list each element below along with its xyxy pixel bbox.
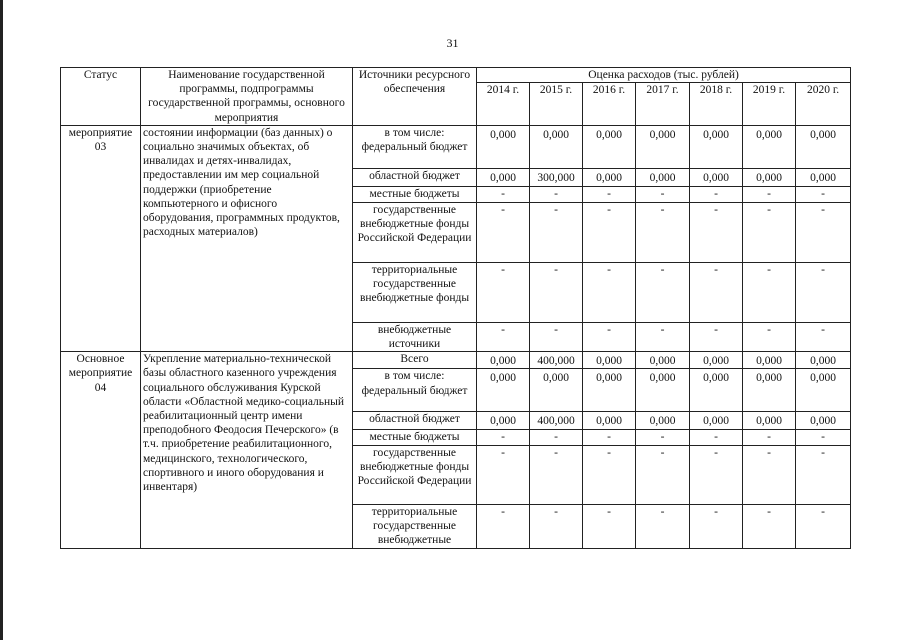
- value-cell: -: [796, 429, 851, 445]
- value-cell: -: [690, 429, 743, 445]
- value-cell: -: [796, 186, 851, 202]
- source-cell: Всего: [353, 352, 477, 369]
- budget-table: [60, 67, 851, 549]
- page-number: 31: [446, 36, 459, 50]
- year-header: 2020 г.: [796, 83, 851, 125]
- value-cell: 0,000: [796, 168, 851, 186]
- value-cell: -: [743, 262, 796, 322]
- value-cell: -: [583, 262, 636, 322]
- year-header: 2018 г.: [690, 83, 743, 125]
- header-row: [61, 68, 851, 83]
- value-cell: 0,000: [636, 412, 690, 429]
- value-cell: -: [690, 322, 743, 351]
- source-cell: областной бюджет: [353, 168, 477, 186]
- table-row: [61, 125, 851, 168]
- value-cell: -: [743, 186, 796, 202]
- value-cell: -: [530, 429, 583, 445]
- value-cell: -: [690, 445, 743, 504]
- scan-edge: [0, 0, 3, 640]
- value-cell: -: [583, 445, 636, 504]
- value-cell: 0,000: [796, 412, 851, 429]
- value-cell: 0,000: [743, 412, 796, 429]
- value-cell: -: [530, 186, 583, 202]
- value-cell: -: [583, 504, 636, 548]
- value-cell: 0,000: [477, 168, 530, 186]
- value-cell: -: [796, 322, 851, 351]
- source-cell: территориальные государственные внебюджетные: [353, 504, 477, 548]
- source-cell: государственные внебюджетные фонды Российской Федерации: [353, 445, 477, 504]
- value-cell: -: [796, 504, 851, 548]
- value-cell: 0,000: [636, 168, 690, 186]
- status-cell: Основное мероприятие 04: [61, 352, 141, 548]
- value-cell: -: [477, 202, 530, 262]
- year-header: 2016 г.: [583, 83, 636, 125]
- value-cell: 0,000: [796, 352, 851, 369]
- value-cell: 0,000: [477, 352, 530, 369]
- value-cell: -: [743, 445, 796, 504]
- table-body: [61, 68, 851, 549]
- value-cell: -: [743, 322, 796, 351]
- value-cell: -: [530, 445, 583, 504]
- value-cell: -: [583, 429, 636, 445]
- value-cell: -: [636, 429, 690, 445]
- year-header: 2019 г.: [743, 83, 796, 125]
- value-cell: -: [477, 504, 530, 548]
- source-cell: местные бюджеты: [353, 429, 477, 445]
- value-cell: 400,000: [530, 412, 583, 429]
- table-row: [61, 352, 851, 369]
- value-cell: 0,000: [530, 125, 583, 168]
- status-cell: мероприятие 03: [61, 125, 141, 351]
- source-cell: в том числе: федеральный бюджет: [353, 125, 477, 168]
- value-cell: -: [636, 186, 690, 202]
- header-name: Наименование государственной программы, подпрограммы государственной программы, основного мероприятия: [141, 68, 353, 126]
- value-cell: 0,000: [690, 369, 743, 412]
- value-cell: -: [530, 262, 583, 322]
- value-cell: -: [477, 262, 530, 322]
- value-cell: 0,000: [796, 125, 851, 168]
- year-header: 2014 г.: [477, 83, 530, 125]
- source-cell: государственные внебюджетные фонды Российской Федерации: [353, 202, 477, 262]
- header-estimate: Оценка расходов (тыс. рублей): [477, 68, 851, 83]
- value-cell: 0,000: [583, 125, 636, 168]
- value-cell: 0,000: [690, 352, 743, 369]
- value-cell: -: [743, 202, 796, 262]
- value-cell: -: [530, 322, 583, 351]
- value-cell: 0,000: [583, 369, 636, 412]
- value-cell: 0,000: [796, 369, 851, 412]
- value-cell: -: [690, 504, 743, 548]
- value-cell: 0,000: [477, 412, 530, 429]
- name-cell: Укрепление материально-технической базы областного казенного учреждения социального обслуживания Курской области «Областной медико-социальный реабилитационный центр имени преподобного Феодосия Печерского» (в т.ч. приобретение реабилитационного, медицинского, технологического, спортивного и иного оборудования и инвентаря): [141, 352, 353, 548]
- value-cell: -: [636, 262, 690, 322]
- value-cell: 300,000: [530, 168, 583, 186]
- value-cell: 0,000: [743, 168, 796, 186]
- value-cell: 0,000: [690, 125, 743, 168]
- value-cell: -: [796, 262, 851, 322]
- value-cell: -: [796, 445, 851, 504]
- source-cell: областной бюджет: [353, 412, 477, 429]
- year-header: 2017 г.: [636, 83, 690, 125]
- value-cell: -: [530, 504, 583, 548]
- value-cell: 0,000: [477, 125, 530, 168]
- value-cell: 0,000: [530, 369, 583, 412]
- value-cell: -: [690, 202, 743, 262]
- value-cell: -: [636, 504, 690, 548]
- value-cell: 400,000: [530, 352, 583, 369]
- value-cell: -: [690, 186, 743, 202]
- value-cell: -: [477, 429, 530, 445]
- name-cell: состоянии информации (баз данных) о социально значимых объектах, об инвалидах и детях-инвалидах, предоставлении им мер социальной поддержки (приобретение компьютерного и офисного оборудования, программных продуктов, расходных материалов): [141, 125, 353, 351]
- value-cell: -: [636, 322, 690, 351]
- value-cell: -: [743, 504, 796, 548]
- header-status: Статус: [61, 68, 141, 126]
- value-cell: 0,000: [743, 352, 796, 369]
- value-cell: -: [477, 445, 530, 504]
- value-cell: 0,000: [636, 352, 690, 369]
- value-cell: -: [636, 445, 690, 504]
- value-cell: 0,000: [743, 125, 796, 168]
- value-cell: 0,000: [743, 369, 796, 412]
- value-cell: -: [583, 202, 636, 262]
- value-cell: -: [743, 429, 796, 445]
- value-cell: 0,000: [636, 125, 690, 168]
- value-cell: -: [636, 202, 690, 262]
- year-header: 2015 г.: [530, 83, 583, 125]
- source-cell: в том числе: федеральный бюджет: [353, 369, 477, 412]
- header-sources: Источники ресурсного обеспечения: [353, 68, 477, 126]
- value-cell: 0,000: [690, 168, 743, 186]
- value-cell: 0,000: [690, 412, 743, 429]
- value-cell: -: [583, 322, 636, 351]
- value-cell: -: [690, 262, 743, 322]
- value-cell: -: [796, 202, 851, 262]
- value-cell: 0,000: [636, 369, 690, 412]
- value-cell: 0,000: [583, 168, 636, 186]
- value-cell: -: [477, 322, 530, 351]
- source-cell: территориальные государственные внебюджетные фонды: [353, 262, 477, 322]
- value-cell: -: [477, 186, 530, 202]
- value-cell: 0,000: [477, 369, 530, 412]
- value-cell: -: [583, 186, 636, 202]
- source-cell: внебюджетные источники: [353, 322, 477, 351]
- source-cell: местные бюджеты: [353, 186, 477, 202]
- value-cell: 0,000: [583, 352, 636, 369]
- value-cell: 0,000: [583, 412, 636, 429]
- value-cell: -: [530, 202, 583, 262]
